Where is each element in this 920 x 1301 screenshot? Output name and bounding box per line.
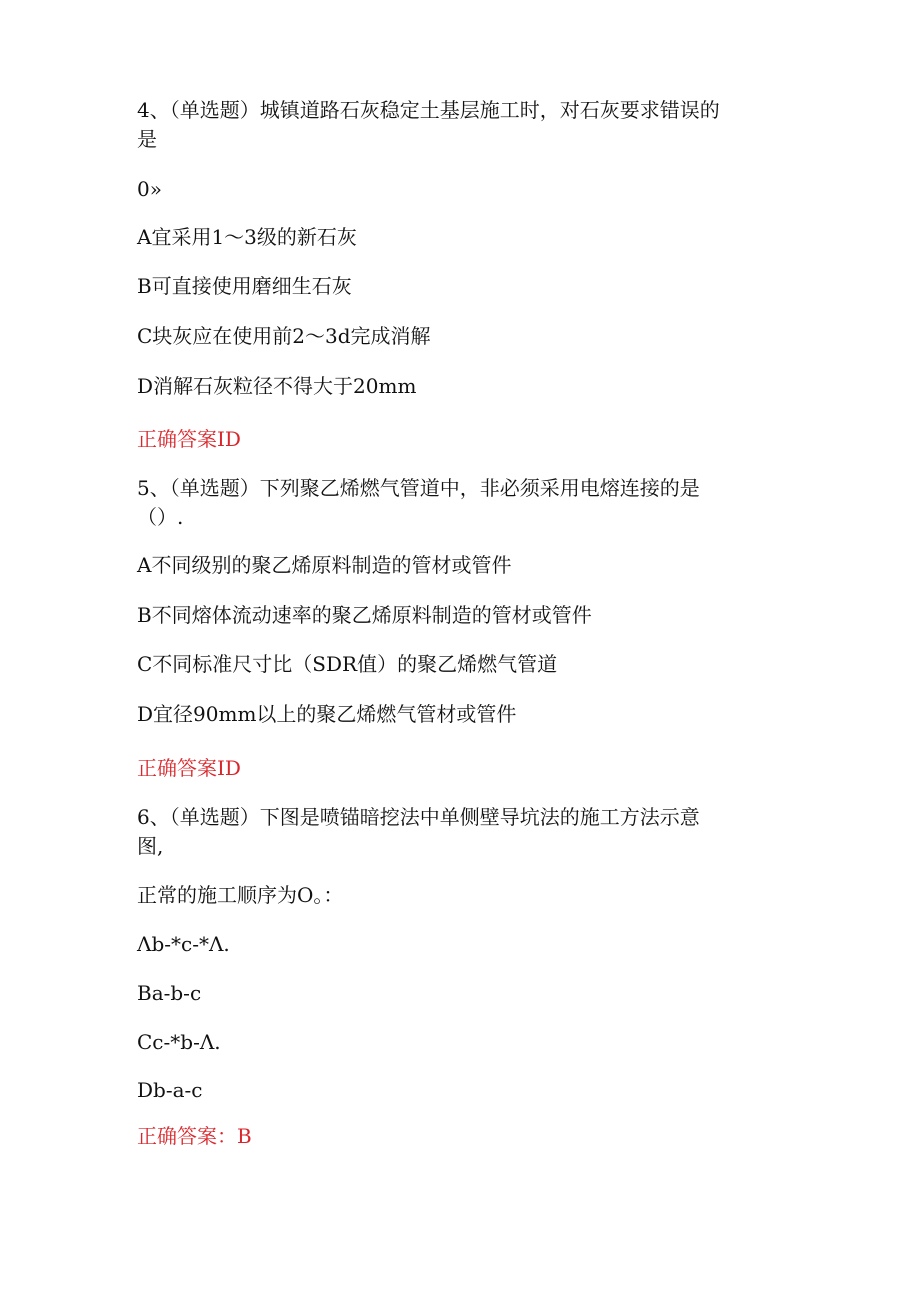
question-6-option-a: Λb-*c-*Λ.: [137, 932, 230, 956]
question-6-stem-line1: 6、（单选题）下图是喷锚暗挖法中单侧壁导坑法的施工方法示意: [137, 805, 700, 829]
question-5-option-b: B不同熔体流动速率的聚乙烯原料制造的管材或管件: [137, 603, 592, 627]
question-5-option-c: C不同标准尺寸比（SDR值）的聚乙烯燃气管道: [137, 652, 558, 676]
question-4-option-d: D消解石灰粒径不得大于20mm: [137, 374, 417, 398]
question-5-stem-line2: （）.: [137, 505, 184, 529]
question-4-option-b: B可直接使用磨细生石灰: [137, 274, 352, 298]
question-5-answer: 正确答案ID: [137, 756, 241, 780]
question-5-option-d: D宜径90mm以上的聚乙烯燃气管材或管件: [137, 702, 517, 726]
question-6-answer: 正确答案：B: [137, 1124, 252, 1148]
question-4-stem-line1: 4、（单选题）城镇道路石灰稳定土基层施工时，对石灰要求错误的: [137, 98, 720, 122]
question-6-option-b: Ba-b-c: [137, 981, 202, 1005]
question-4-option-a: A宜采用1～3级的新石灰: [137, 225, 357, 249]
question-5-option-a: A不同级别的聚乙烯原料制造的管材或管件: [137, 553, 512, 577]
question-6-option-d: Db-a-c: [137, 1078, 203, 1102]
question-5-stem-line1: 5、（单选题）下列聚乙烯燃气管道中，非必须采用电熔连接的是: [137, 476, 700, 500]
question-4-stem-line2: 是: [137, 127, 157, 151]
question-6-option-c: Cc-*b-Λ.: [137, 1030, 221, 1054]
question-4-stem-line3: 0»: [137, 177, 162, 201]
question-4-answer: 正确答案ID: [137, 427, 241, 451]
question-4-option-c: C块灰应在使用前2～3d完成消解: [137, 324, 431, 348]
question-6-stem-line2: 图,: [137, 834, 164, 858]
question-6-stem-line3: 正常的施工顺序为O。：: [137, 883, 344, 907]
